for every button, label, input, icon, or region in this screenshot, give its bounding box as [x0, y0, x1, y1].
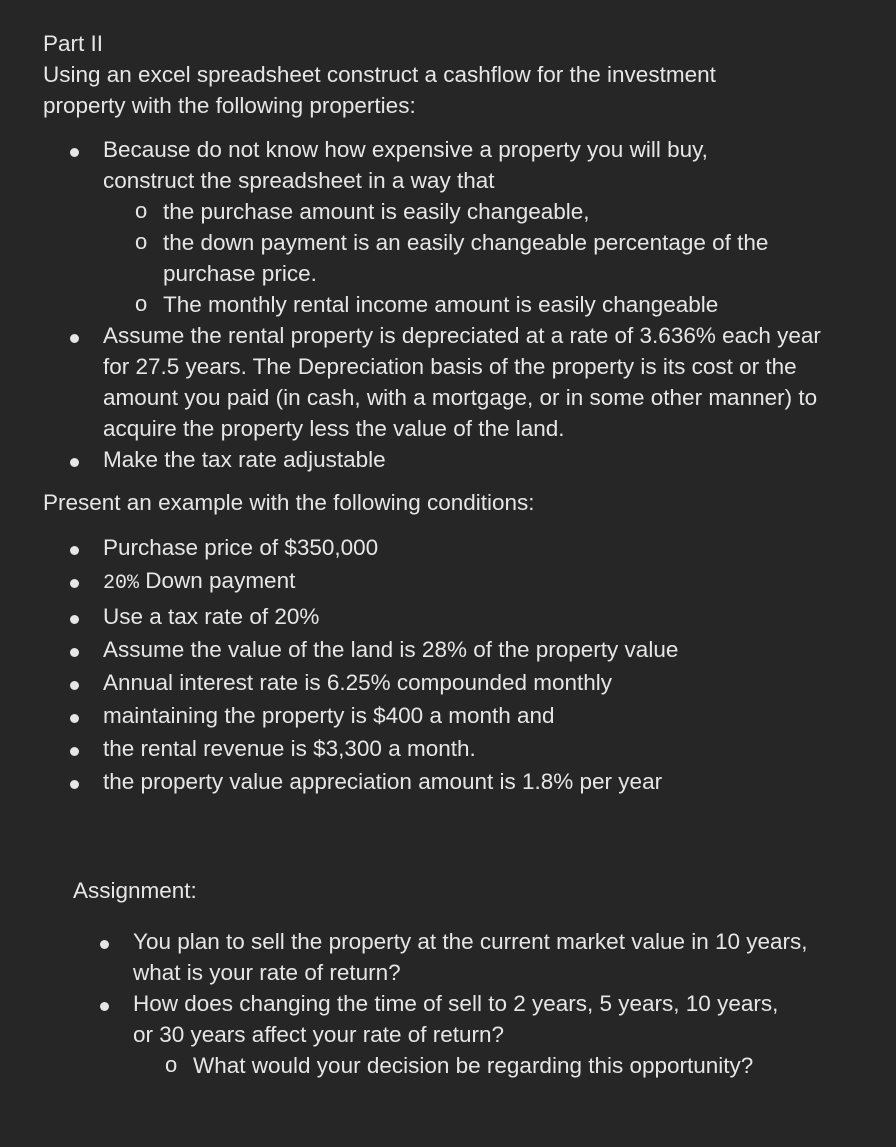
bullet-dot — [70, 134, 79, 165]
list-item — [43, 601, 873, 632]
bullet-circle: o — [135, 229, 148, 254]
conditions-list — [43, 532, 873, 797]
list-item — [43, 320, 873, 444]
sub-item-text: What would your decision be regarding this opportunity? — [193, 1053, 754, 1078]
assignment-text: You plan to sell the property at the current market value in 10 years, what is your rate of return? — [133, 929, 808, 985]
part-title: Part II — [43, 31, 104, 56]
bullet-dot — [70, 733, 79, 764]
list-item-text: Make the tax rate adjustable — [103, 447, 386, 472]
condition-text: Use a tax rate of 20% — [103, 604, 320, 629]
list-item-text: Assume the rental property is depreciated at a rate of 3.636% each year for 27.5 years. The Depreciation basis of the property is its cost or the amount you paid (in cash, with a mortgage, or in some other manner) to acquire the property less the value of the land. — [103, 323, 821, 441]
bullet-dot — [70, 634, 79, 665]
example-intro: Present an example with the following conditions: — [43, 490, 535, 515]
sub-item-text: the down payment is an easily changeable percentage of the purchase price. — [163, 230, 769, 286]
assignment-list — [73, 926, 873, 1081]
bullet-dot — [70, 700, 79, 731]
list-item — [73, 988, 873, 1050]
condition-mono-value: 20% — [103, 572, 140, 595]
condition-text: maintaining the property is $400 a month and — [103, 703, 555, 728]
sub-item-text: The monthly rental income amount is easily changeable — [163, 292, 719, 317]
bullet-dot — [70, 320, 79, 351]
bullet-dot — [70, 444, 79, 475]
bullet-dot — [100, 926, 109, 957]
list-item — [43, 700, 873, 731]
bullet-circle: o — [135, 291, 148, 316]
list-item — [43, 565, 873, 599]
requirements-list — [43, 134, 873, 475]
list-item — [43, 444, 873, 475]
list-item — [43, 634, 873, 665]
list-item — [43, 667, 873, 698]
list-item — [43, 733, 873, 764]
sub-list-item — [73, 1050, 873, 1081]
condition-text: the rental revenue is $3,300 a month. — [103, 736, 476, 761]
list-item — [43, 766, 873, 797]
bullet-circle: o — [135, 198, 148, 223]
bullet-dot — [70, 766, 79, 797]
bullet-dot — [70, 532, 79, 563]
assignment-title: Assignment: — [73, 878, 197, 903]
sub-list-item — [43, 289, 873, 320]
bullet-circle: o — [165, 1052, 178, 1077]
condition-text: Assume the value of the land is 28% of the property value — [103, 637, 679, 662]
bullet-dot — [70, 667, 79, 698]
list-item — [73, 926, 873, 988]
bullet-dot — [100, 988, 109, 1019]
document-body — [43, 28, 873, 797]
assignment-section — [73, 875, 873, 1081]
condition-text: the property value appreciation amount is 1.8% per year — [103, 769, 663, 794]
bullet-dot — [70, 565, 79, 596]
list-item-text: Because do not know how expensive a property you will buy, construct the spreadsheet in a way that — [103, 137, 708, 193]
list-item — [43, 134, 873, 196]
sub-item-text: the purchase amount is easily changeable, — [163, 199, 590, 224]
intro-text: Using an excel spreadsheet construct a cashflow for the investment property with the following properties: — [43, 62, 716, 118]
condition-text: Purchase price of $350,000 — [103, 535, 379, 560]
sub-list-item — [43, 196, 873, 227]
condition-text: Annual interest rate is 6.25% compounded monthly — [103, 670, 613, 695]
list-item — [43, 532, 873, 563]
sub-list-item — [43, 227, 873, 289]
assignment-text: How does changing the time of sell to 2 years, 5 years, 10 years, or 30 years affect your rate of return? — [133, 991, 779, 1047]
condition-text: Down payment — [139, 568, 296, 593]
bullet-dot — [70, 601, 79, 632]
